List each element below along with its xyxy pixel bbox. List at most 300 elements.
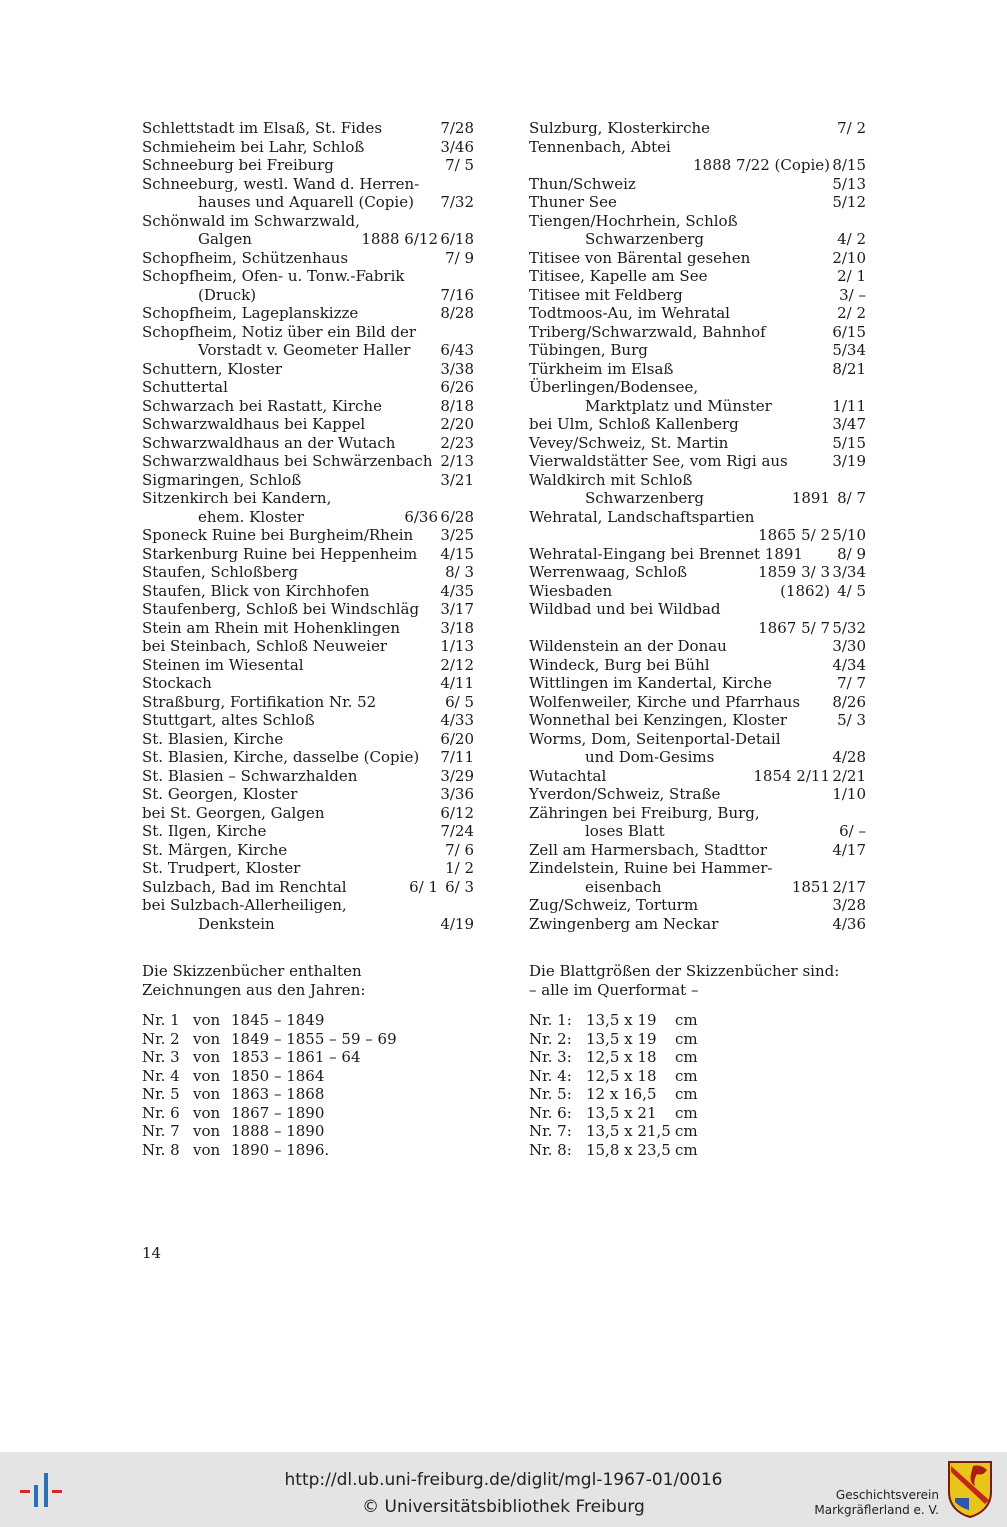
sheet-size-unit: cm <box>675 1029 698 1048</box>
entry-reference: 8/ 3 <box>445 563 474 581</box>
entry-reference: 8/18 <box>440 396 474 415</box>
entry-title: hauses und Aquarell (Copie) <box>198 193 414 211</box>
sketchbook-nr: Nr. 2 <box>142 1029 180 1048</box>
entry-year-ref: (1862) <box>780 581 830 600</box>
sheet-size-nr: Nr. 8: <box>529 1140 572 1159</box>
sheet-size-row <box>529 1141 839 1160</box>
index-entry <box>529 656 866 675</box>
entry-reference: 8/ 7 <box>837 489 866 507</box>
entry-reference: 5/15 <box>832 433 866 452</box>
entry-title: Vierwaldstätter See, vom Rigi aus <box>529 452 788 470</box>
entry-title: Galgen <box>198 230 252 248</box>
entry-title: Sitzenkirch bei Kandern, <box>142 489 332 507</box>
index-entry <box>529 637 866 656</box>
index-entry <box>529 693 866 712</box>
sketchbook-year-row <box>142 1122 365 1141</box>
entry-title: Wolfenweiler, Kirche und Pfarrhaus <box>529 692 801 711</box>
entry-reference: 1/10 <box>832 785 866 803</box>
index-entry <box>142 341 474 360</box>
index-entry <box>529 730 866 749</box>
entry-title: Worms, Dom, Seitenportal-Detail <box>529 729 781 748</box>
sketchbook-nr: Nr. 1 <box>142 1011 180 1029</box>
entry-reference: 4/28 <box>832 748 866 766</box>
entry-reference: 4/11 <box>440 674 474 692</box>
entry-title: St. Georgen, Kloster <box>142 785 298 803</box>
sheet-size-unit: cm <box>675 1122 698 1140</box>
index-entry <box>529 915 866 934</box>
entry-title: Schneeburg bei Freiburg <box>142 156 334 174</box>
index-entry <box>529 563 866 582</box>
entry-year-ref: 1854 2/11 <box>753 766 830 785</box>
index-entry <box>142 193 474 212</box>
entry-reference: 8/ 9 <box>837 544 866 563</box>
entry-title: Sulzburg, Klosterkirche <box>529 119 711 137</box>
index-entry <box>529 471 866 490</box>
entry-title: Windeck, Burg bei Bühl <box>529 655 710 674</box>
index-entry <box>529 878 866 897</box>
entry-title: Schwarzenberg <box>585 489 704 507</box>
index-column-right <box>529 119 866 933</box>
index-entry <box>529 286 866 305</box>
index-entry <box>529 378 866 397</box>
sheet-sizes-section <box>529 962 839 1159</box>
sketchbook-years: 1863 – 1868 <box>231 1085 325 1103</box>
sheet-size-row <box>529 1048 839 1067</box>
sketchbook-von: von <box>193 1140 221 1159</box>
entry-title: Schopfheim, Ofen- u. Tonw.-Fabrik <box>142 267 405 285</box>
index-entry <box>142 619 474 638</box>
sketchbook-year-row <box>142 1067 365 1086</box>
sheet-size-size: 12,5 x 18 <box>586 1048 657 1066</box>
index-entry <box>142 563 474 582</box>
index-entry <box>142 249 474 268</box>
index-entry <box>529 119 866 138</box>
index-entry <box>529 767 866 786</box>
entry-title: Stockach <box>142 674 212 692</box>
sheet-size-nr: Nr. 6: <box>529 1103 572 1122</box>
entry-year-ref: 1867 5/ 7 <box>758 618 830 637</box>
entry-title: St. Blasien – Schwarzhalden <box>142 766 358 785</box>
sheet-size-size: 13,5 x 19 <box>586 1011 657 1029</box>
entry-reference: 6/ 3 <box>445 877 474 896</box>
entry-reference: 1/11 <box>832 396 866 415</box>
index-entry <box>142 748 474 767</box>
index-entry <box>529 415 866 434</box>
sketchbook-year-row <box>142 1029 397 1049</box>
index-entry <box>142 637 474 656</box>
entry-title: Titisee von Bärental gesehen <box>529 248 751 267</box>
entry-reference: 7/11 <box>440 748 474 766</box>
entry-title: bei Sulzbach-Allerheiligen, <box>142 896 347 914</box>
sheet-size-size: 13,5 x 21 <box>586 1103 657 1122</box>
index-entry <box>529 230 866 249</box>
index-entry <box>142 286 474 305</box>
sketchbook-year-row <box>142 1085 365 1104</box>
index-entry <box>142 785 474 804</box>
sketchbook-year-row <box>142 1104 365 1123</box>
index-entry <box>142 693 474 712</box>
sketchbook-von: von <box>193 1122 221 1140</box>
index-entry <box>142 600 474 619</box>
sketchbook-von: von <box>193 1066 221 1085</box>
index-entry <box>142 323 474 342</box>
index-entry <box>529 267 866 286</box>
index-entry <box>142 915 474 934</box>
sheet-size-nr: Nr. 5: <box>529 1085 572 1103</box>
entry-reference: 2/ 2 <box>837 304 866 322</box>
index-entry <box>529 452 866 471</box>
entry-reference: 5/12 <box>832 193 866 211</box>
entry-reference: 4/ 5 <box>837 581 866 600</box>
index-entry <box>142 360 474 379</box>
entry-title: Zähringen bei Freiburg, Burg, <box>529 803 760 822</box>
entry-title: Waldkirch mit Schloß <box>529 470 693 489</box>
entry-reference: 2/10 <box>832 248 866 267</box>
index-entry <box>142 212 474 231</box>
entry-title: Werrenwaag, Schloß <box>529 563 687 581</box>
index-entry <box>142 711 474 730</box>
entry-reference: 3/34 <box>832 563 866 581</box>
entry-reference: 2/ 1 <box>837 267 866 285</box>
entry-title: Titisee mit Feldberg <box>529 285 683 304</box>
entry-reference: 7/28 <box>440 119 474 137</box>
entry-reference: 8/28 <box>440 304 474 322</box>
entry-title: (Druck) <box>198 285 257 304</box>
entry-reference: 6/28 <box>440 507 474 526</box>
index-entry <box>529 304 866 323</box>
entry-title: Zindelstein, Ruine bei Hammer- <box>529 859 773 877</box>
footer-bar <box>0 1452 1007 1527</box>
index-entry <box>142 230 474 249</box>
entry-reference: 2/17 <box>832 877 866 896</box>
entry-title: Wittlingen im Kandertal, Kirche <box>529 674 772 692</box>
sheet-size-nr: Nr. 3: <box>529 1048 572 1066</box>
index-entry <box>529 249 866 268</box>
entry-reference: 6/12 <box>440 803 474 822</box>
index-entry <box>529 582 866 601</box>
entry-title: St. Blasien, Kirche, dasselbe (Copie) <box>142 748 420 766</box>
sheet-size-row <box>529 1122 839 1141</box>
entry-title: Zwingenberg am Neckar <box>529 914 719 933</box>
index-entry <box>529 397 866 416</box>
sketchbook-nr: Nr. 4 <box>142 1066 180 1085</box>
entry-title: Wiesbaden <box>529 581 613 600</box>
index-entry <box>529 859 866 878</box>
entry-reference: 3/19 <box>832 452 866 470</box>
index-entry <box>142 508 474 527</box>
entry-title: Tiengen/Hochrhein, Schloß <box>529 211 738 230</box>
entry-reference: 7/32 <box>440 193 474 211</box>
index-entry <box>142 397 474 416</box>
copyright-text: © Universitätsbibliothek Freiburg <box>362 1497 645 1517</box>
sketchbook-year-row <box>142 1011 365 1030</box>
entry-reference: 8/21 <box>832 359 866 378</box>
entry-reference: 3/18 <box>440 618 474 637</box>
entry-title: bei St. Georgen, Galgen <box>142 803 325 822</box>
entry-reference: 3/46 <box>440 137 474 156</box>
entry-reference: 8/26 <box>832 692 866 711</box>
entry-title: Staufenberg, Schloß bei Windschläg <box>142 600 420 618</box>
entry-title: eisenbach <box>585 877 662 896</box>
sheet-size-unit: cm <box>675 1103 698 1122</box>
source-url-link[interactable]: http://dl.ub.uni-freiburg.de/diglit/mgl-1967-01/0016 <box>284 1470 723 1490</box>
entry-title: und Dom-Gesims <box>585 748 715 766</box>
entry-title: Schuttertal <box>142 378 228 396</box>
entry-reference: 8/15 <box>832 156 866 174</box>
sketchbook-years: 1849 – 1855 – 59 – 69 <box>231 1029 397 1048</box>
entry-reference: 1/13 <box>440 637 474 655</box>
sketchbook-intro-line: Zeichnungen aus den Jahren: <box>142 980 366 999</box>
sizes-intro-line: – alle im Querformat – <box>529 980 699 999</box>
entry-title: Staufen, Schloßberg <box>142 563 298 581</box>
sketchbook-year-row <box>142 1141 365 1160</box>
entry-title: Steinen im Wiesental <box>142 655 304 674</box>
sheet-sizes-list <box>529 1011 839 1159</box>
index-entry <box>529 748 866 767</box>
entry-title: Schuttern, Kloster <box>142 359 283 378</box>
sheet-size-unit: cm <box>675 1140 698 1159</box>
sketchbook-year-row <box>142 1048 365 1067</box>
entry-title: Vevey/Schweiz, St. Martin <box>529 433 729 452</box>
index-entry <box>142 767 474 786</box>
entry-reference: 2/23 <box>440 433 474 452</box>
entry-reference: 7/ 7 <box>837 674 866 692</box>
index-entry <box>142 452 474 471</box>
entry-reference: 6/26 <box>440 378 474 396</box>
sheet-size-size: 13,5 x 21,5 <box>586 1122 671 1140</box>
entry-year-ref: 1851 <box>791 877 830 896</box>
index-entry <box>529 175 866 194</box>
entry-reference: 2/13 <box>440 452 474 470</box>
entry-year-ref: 1865 5/ 2 <box>758 526 830 544</box>
entry-year-ref: 6/36 <box>404 507 438 526</box>
index-entry <box>529 508 866 527</box>
index-entry <box>142 656 474 675</box>
entry-reference: 2/20 <box>440 415 474 433</box>
index-entry <box>529 711 866 730</box>
entry-reference: 7/ 6 <box>445 840 474 859</box>
entry-title: bei Steinbach, Schloß Neuweier <box>142 637 388 655</box>
index-entry <box>529 674 866 693</box>
sketchbook-years-list <box>142 1011 397 1159</box>
index-entry <box>142 545 474 564</box>
entry-title: Schönwald im Schwarzwald, <box>142 211 360 230</box>
sketchbook-von: von <box>193 1048 221 1066</box>
index-entry <box>142 304 474 323</box>
entry-title: Wehratal-Eingang bei Brennet 1891 <box>529 544 803 563</box>
index-column-left <box>142 119 474 933</box>
sheet-size-size: 15,8 x 23,5 <box>586 1140 671 1159</box>
entry-reference: 2/12 <box>440 655 474 674</box>
sketchbook-years: 1890 – 1896. <box>231 1140 330 1159</box>
sheet-size-nr: Nr. 4: <box>529 1066 572 1085</box>
sheet-size-unit: cm <box>675 1048 698 1066</box>
entry-year-ref: 6/ 1 <box>409 877 438 896</box>
society-name: Geschichtsverein Markgräflerland e. V. <box>814 1488 939 1517</box>
entry-title: Tennenbach, Abtei <box>529 137 671 156</box>
entry-title: Tübingen, Burg <box>529 341 648 359</box>
sheet-size-unit: cm <box>675 1066 698 1085</box>
index-entry <box>529 434 866 453</box>
entry-title: St. Ilgen, Kirche <box>142 822 267 840</box>
entry-reference: 5/ 3 <box>837 711 866 729</box>
index-entry <box>142 730 474 749</box>
sketchbook-years: 1845 – 1849 <box>231 1011 325 1029</box>
sketchbook-years-section <box>142 962 397 1159</box>
entry-reference: 4/15 <box>440 544 474 563</box>
sketchbook-von: von <box>193 1085 221 1103</box>
entry-year-ref: 1859 3/ 3 <box>758 563 830 581</box>
entry-title: Überlingen/Bodensee, <box>529 378 699 396</box>
entry-reference: 4/34 <box>832 655 866 674</box>
sheet-size-row <box>529 1104 839 1123</box>
entry-title: Todtmoos-Au, im Wehratal <box>529 304 730 322</box>
entry-reference: 6/15 <box>832 322 866 341</box>
entry-reference: 6/43 <box>440 341 474 359</box>
entry-title: Wehratal, Landschaftspartien <box>529 507 755 526</box>
entry-title: Stuttgart, altes Schloß <box>142 711 315 729</box>
entry-reference: 7/ 5 <box>445 156 474 174</box>
entry-reference: 7/24 <box>440 822 474 840</box>
index-entry <box>529 360 866 379</box>
entry-title: ehem. Kloster <box>198 507 304 526</box>
entry-title: Schneeburg, westl. Wand d. Herren- <box>142 174 420 193</box>
index-entry <box>142 156 474 175</box>
index-entry <box>529 804 866 823</box>
entry-title: Thun/Schweiz <box>529 174 636 193</box>
entry-title: Schwarzach bei Rastatt, Kirche <box>142 396 382 415</box>
index-entry <box>142 471 474 490</box>
sketchbook-nr: Nr. 5 <box>142 1085 180 1103</box>
index-entry <box>142 119 474 138</box>
sketchbook-von: von <box>193 1011 221 1029</box>
entry-title: St. Trudpert, Kloster <box>142 859 301 877</box>
sheet-size-unit: cm <box>675 1085 698 1103</box>
entry-reference: 7/16 <box>440 285 474 304</box>
entry-reference: 2/21 <box>832 766 866 785</box>
entry-reference: 3/29 <box>440 766 474 785</box>
entry-title: Yverdon/Schweiz, Straße <box>529 785 721 803</box>
entry-title: Straßburg, Fortifikation Nr. 52 <box>142 692 377 711</box>
entry-title: Denkstein <box>198 914 275 933</box>
sheet-size-row <box>529 1085 839 1104</box>
coat-of-arms-icon <box>947 1460 993 1518</box>
entry-reference: 4/ 2 <box>837 230 866 248</box>
entry-reference: 5/32 <box>832 618 866 637</box>
sketchbook-von: von <box>193 1029 221 1048</box>
entry-reference: 3/21 <box>440 470 474 489</box>
entry-reference: 4/19 <box>440 914 474 933</box>
index-entry <box>142 415 474 434</box>
index-entry <box>529 138 866 157</box>
sketchbook-nr: Nr. 8 <box>142 1140 180 1159</box>
index-entry <box>142 841 474 860</box>
entry-title: Starkenburg Ruine bei Heppenheim <box>142 544 418 563</box>
sheet-size-row <box>529 1030 839 1049</box>
entry-title: Türkheim im Elsaß <box>529 359 674 378</box>
entry-title: Sponeck Ruine bei Burgheim/Rhein <box>142 526 414 544</box>
index-entry <box>529 212 866 231</box>
sheet-size-size: 12,5 x 18 <box>586 1066 657 1085</box>
index-entry <box>142 804 474 823</box>
entry-reference: 6/20 <box>440 729 474 748</box>
sheet-size-size: 13,5 x 19 <box>586 1029 657 1048</box>
index-entry <box>142 267 474 286</box>
index-entry <box>529 619 866 638</box>
entry-title: St. Blasien, Kirche <box>142 729 284 748</box>
sheet-size-nr: Nr. 2: <box>529 1029 572 1048</box>
sketchbook-years: 1853 – 1861 – 64 <box>231 1048 361 1066</box>
entry-title: Schopfheim, Schützenhaus <box>142 248 349 267</box>
index-entry <box>142 434 474 453</box>
index-entry <box>142 822 474 841</box>
entry-reference: 1/ 2 <box>445 859 474 877</box>
index-entry <box>142 582 474 601</box>
entry-title: Wildenstein an der Donau <box>529 637 727 655</box>
entry-title: Marktplatz und Münster <box>585 396 772 415</box>
index-entry <box>529 896 866 915</box>
sheet-size-row <box>529 1011 839 1030</box>
entry-reference: 5/10 <box>832 526 866 544</box>
entry-reference: 3/30 <box>832 637 866 655</box>
sketchbook-nr: Nr. 3 <box>142 1048 180 1066</box>
index-entry <box>529 545 866 564</box>
index-entry <box>529 785 866 804</box>
entry-title: Wutachtal <box>529 766 607 785</box>
entry-reference: 3/28 <box>832 896 866 914</box>
entry-title: Thuner See <box>529 193 617 211</box>
entry-title: Sulzbach, Bad im Renchtal <box>142 877 347 896</box>
entry-title: Triberg/Schwarzwald, Bahnhof <box>529 322 766 341</box>
entry-title: Schwarzwaldhaus an der Wutach <box>142 433 396 452</box>
sketchbook-years: 1888 – 1890 <box>231 1122 325 1140</box>
entry-reference: 3/38 <box>440 359 474 378</box>
entry-title: Sigmaringen, Schloß <box>142 470 302 489</box>
entry-title: Schopfheim, Lageplanskizze <box>142 304 359 322</box>
index-entry <box>142 378 474 397</box>
entry-reference: 6/18 <box>440 230 474 248</box>
index-entry <box>142 489 474 508</box>
index-entry <box>529 600 866 619</box>
sheet-size-size: 12 x 16,5 <box>586 1085 657 1103</box>
sketchbook-years: 1867 – 1890 <box>231 1103 325 1122</box>
sheet-size-unit: cm <box>675 1011 698 1029</box>
index-entry <box>142 175 474 194</box>
entry-title: Vorstadt v. Geometer Haller <box>198 341 411 359</box>
entry-reference: 3/17 <box>440 600 474 618</box>
entry-reference: 5/13 <box>832 174 866 193</box>
entry-title: Stein am Rhein mit Hohenklingen <box>142 618 401 637</box>
entry-title: Titisee, Kapelle am See <box>529 267 708 285</box>
entry-title: St. Märgen, Kirche <box>142 840 288 859</box>
index-entry <box>529 489 866 508</box>
index-entry <box>529 526 866 545</box>
entry-reference: 4/17 <box>832 840 866 859</box>
index-entry <box>529 822 866 841</box>
sketchbook-nr: Nr. 6 <box>142 1103 180 1122</box>
entry-reference: 4/36 <box>832 914 866 933</box>
sizes-intro-line: Die Blattgrößen der Skizzenbücher sind: <box>529 962 840 980</box>
entry-title: Wildbad und bei Wildbad <box>529 600 721 618</box>
entry-title: Wonnethal bei Kenzingen, Kloster <box>529 711 788 729</box>
entry-title: loses Blatt <box>585 822 665 840</box>
sketchbook-years: 1850 – 1864 <box>231 1066 325 1085</box>
entry-year-ref: 1891 <box>791 489 830 507</box>
index-entry <box>142 674 474 693</box>
index-entry <box>142 896 474 915</box>
entry-title: Schwarzwaldhaus bei Kappel <box>142 415 366 433</box>
entry-reference: 3/36 <box>440 785 474 803</box>
